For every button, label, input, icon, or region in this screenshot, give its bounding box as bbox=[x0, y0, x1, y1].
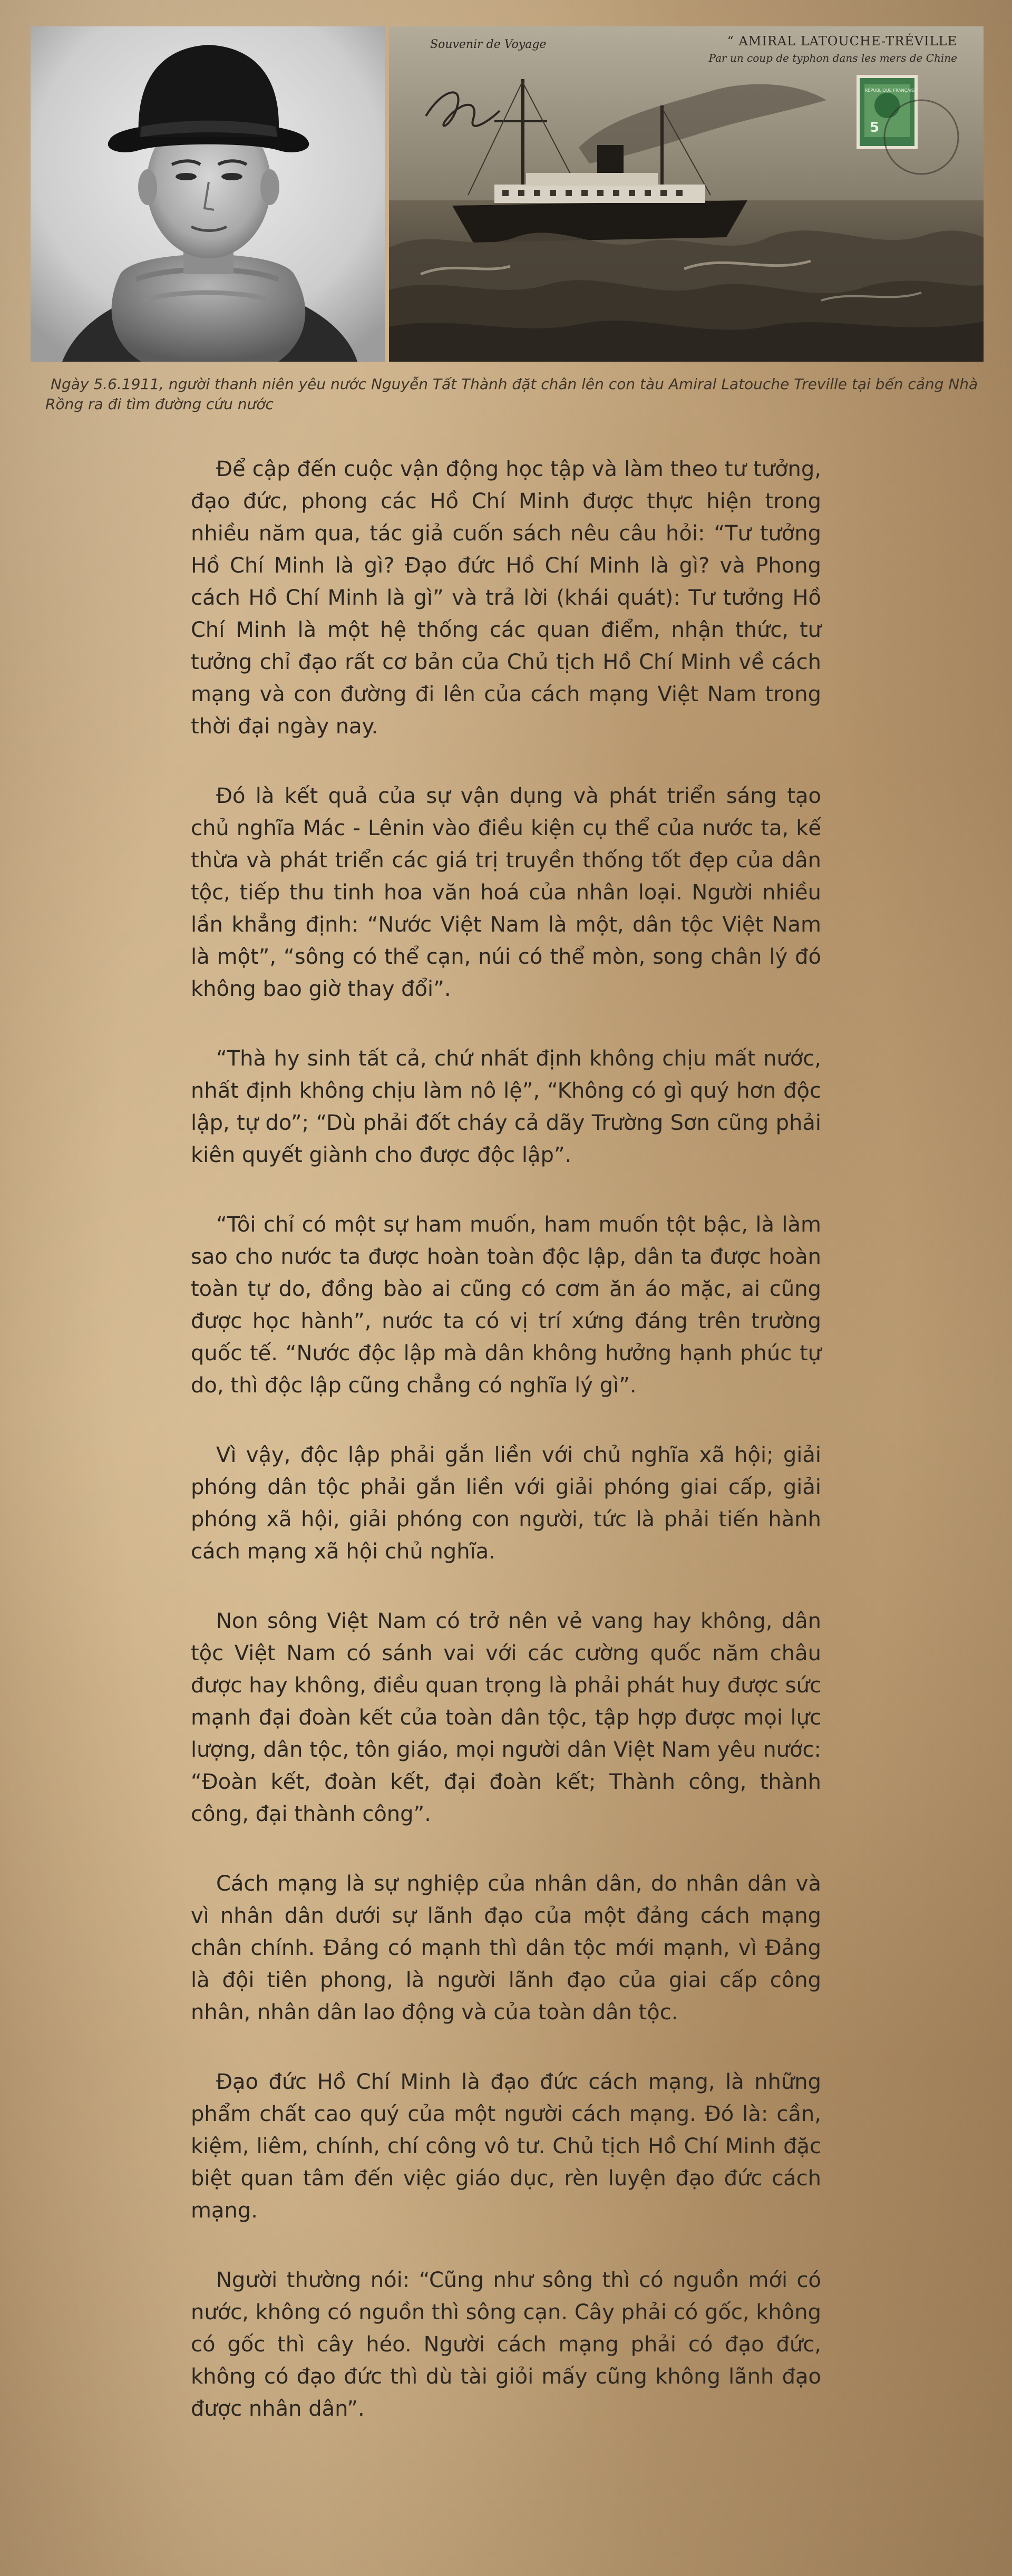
postcard-subtitle: Par un coup de typhon dans les mers de Chine bbox=[708, 52, 957, 64]
article-paragraph: Vì vậy, độc lập phải gắn liền với chủ nghĩa xã hội; giải phóng dân tộc phải gắn liền với giải phóng giai cấp, giải phóng xã hội, giải phóng con người, tức là phải tiến hành cách mạng xã hội chủ nghĩa. bbox=[191, 1443, 821, 1564]
postage-stamp bbox=[858, 76, 917, 148]
article-paragraph: “Thà hy sinh tất cả, chứ nhất định không chịu mất nước, nhất định không chịu làm nô lệ”, “Không có gì quý hơn độc lập, tự do”; “Dù phải đốt cháy cả dãy Trường Sơn cũng phải kiên quyết giành cho được độc lập”. bbox=[191, 1047, 821, 1167]
photo-caption: Ngày 5.6.1911, người thanh niên yêu nước Nguyễn Tất Thành đặt chân lên con tàu Amiral Latouche Treville tại bến cảng Nhà Rồng ra đi tìm đường cứu nước bbox=[45, 375, 978, 413]
article-paragraph: Người thường nói: “Cũng như sông thì có nguồn mới có nước, không có nguồn thì sông cạn. Cây phải có gốc, không có gốc thì cây héo. Người cách mạng phải có đạo đức, không có đạo đức thì dù tài giỏi mấy cũng không lãnh đạo được nhân dân”. bbox=[191, 2268, 821, 2421]
svg-text:RÉPUBLIQUE FRANÇAISE: RÉPUBLIQUE FRANÇAISE bbox=[865, 88, 917, 93]
article-paragraph: Để cập đến cuộc vận động học tập và làm theo tư tưởng, đạo đức, phong các Hồ Chí Minh được thực hiện trong nhiều năm qua, tác giả cuốn sách nêu câu hỏi: “Tư tưởng Hồ Chí Minh là gì? Đạo đức Hồ Chí Minh là gì? và Phong cách Hồ Chí Minh là gì” và trả lời (khái quát): Tư tưởng Hồ Chí Minh là một hệ thống các quan điểm, nhận thức, tư tưởng chỉ đạo rất cơ bản của Chủ tịch Hồ Chí Minh về cách mạng và con đường đi lên của cách mạng Việt Nam trong thời đại ngày nay. bbox=[191, 457, 821, 739]
article-paragraph: “Tôi chỉ có một sự ham muốn, ham muốn tột bậc, là làm sao cho nước ta được hoàn toàn độc lập, dân ta được hoàn toàn tự do, đồng bào ai cũng có cơm ăn áo mặc, ai cũng được học hành”, nước ta có vị trí xứng đáng trên trường quốc tế. “Nước độc lập mà dân không hưởng hạnh phúc tự do, thì độc lập cũng chẳng có nghĩa lý gì”. bbox=[191, 1213, 821, 1398]
portrait-photo bbox=[31, 26, 385, 362]
article-paragraph: Non sông Việt Nam có trở nên vẻ vang hay không, dân tộc Việt Nam có sánh vai với các cường quốc năm châu được hay không, điều quan trọng là phải phát huy được sức mạnh đại đoàn kết của toàn dân tộc, tập hợp được mọi lực lượng, dân tộc, tôn giáo, mọi người dân Việt Nam yêu nước: “Đoàn kết, đoàn kết, đại đoàn kết; Thành công, thành công, đại thành công”. bbox=[191, 1609, 821, 1826]
ship-postcard bbox=[389, 26, 984, 362]
svg-text:5: 5 bbox=[870, 120, 880, 135]
postcard-title: Souvenir de Voyage bbox=[430, 38, 547, 51]
article-body bbox=[191, 453, 821, 2425]
portrait-illustration bbox=[31, 26, 385, 362]
postcard-ship-name: “ AMIRAL LATOUCHE-TRÉVILLE bbox=[727, 34, 957, 49]
article-paragraph: Đó là kết quả của sự vận dụng và phát triển sáng tạo chủ nghĩa Mác - Lênin vào điều kiện cụ thể của nước ta, kế thừa và phát triển các giá trị truyền thống tốt đẹp của dân tộc, tiếp thu tinh hoa văn hoá của nhân loại. Người nhiều lần khẳng định: “Nước Việt Nam là một, dân tộc Việt Nam là một”, “sông có thể cạn, núi có thể mòn, song chân lý đó không bao giờ thay đổi”. bbox=[191, 784, 821, 1001]
article-paragraph: Đạo đức Hồ Chí Minh là đạo đức cách mạng, là những phẩm chất cao quý của một người cách mạng. Đó là: cần, kiệm, liêm, chính, chí công vô tư. Chủ tịch Hồ Chí Minh đặc biệt quan tâm đến việc giáo dục, rèn luyện đạo đức cách mạng. bbox=[191, 2070, 821, 2223]
article-paragraph: Cách mạng là sự nghiệp của nhân dân, do nhân dân và vì nhân dân dưới sự lãnh đạo của một đảng cách mạng chân chính. Đảng có mạnh thì dân tộc mới mạnh, vì Đảng là đội tiên phong, là người lãnh đạo của giai cấp công nhân, nhân dân lao động và của toàn dân tộc. bbox=[191, 1872, 821, 2025]
ship-illustration bbox=[389, 26, 984, 362]
header-photos bbox=[31, 26, 984, 362]
